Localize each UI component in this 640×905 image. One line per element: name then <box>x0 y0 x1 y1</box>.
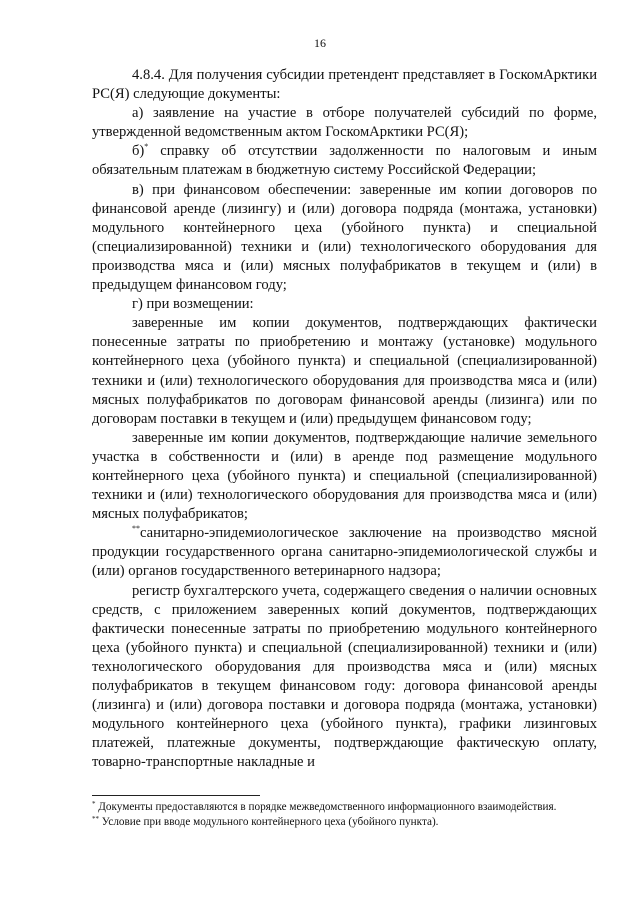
page-number: 16 <box>314 36 326 50</box>
paragraph-copies-land: заверенные им копии документов, подтверждающие наличие земельного участка в собственности и (или) в аренде под размещение модульного контейнерного цеха (убойного пункта) и специальной (специализированной) техники и (или) технологического оборудования для производства мяса и (или) мясных полуфабрикатов; <box>92 429 597 523</box>
paragraph-item-a: а) заявление на участие в отборе получателей субсидий по форме, утвержденной ведомственным актом ГоскомАрктики РС(Я); <box>92 105 597 141</box>
item-b-text: справку об отсутствии задолженности по налоговым и иным обязательным платежам в бюджетную систему Российской Федерации; <box>92 143 597 179</box>
document-body <box>92 66 597 772</box>
sanitary-text: санитарно-эпидемиологическое заключение на производство мясной продукции государственного органа санитарно-эпидемиологической службы и (или) органов государственного ветеринарного надзора; <box>92 525 597 580</box>
paragraph-4-8-4: 4.8.4. Для получения субсидии претендент представляет в ГоскомАрктики РС(Я) следующие документы: <box>92 67 597 103</box>
paragraph-sanitary-conclusion <box>92 524 597 581</box>
footnote-single-text: Документы предоставляются в порядке межведомственного информационного взаимодействия. <box>95 801 557 813</box>
footnote-separator <box>92 795 260 796</box>
footnote-ref-single: * <box>144 142 149 152</box>
footnote-single <box>92 800 597 815</box>
footnote-mark-double: ** <box>92 814 99 823</box>
paragraph-item-g: г) при возмещении: <box>132 296 254 313</box>
footnotes <box>92 800 597 829</box>
paragraph-copies-costs: заверенные им копии документов, подтверждающих фактически понесенные затраты по приобретению и монтажу (установке) модульного контейнерного цеха (убойного пункта) и специальной (специализированной) техники и (или) технологического оборудования для производства мяса и (или) мясных полуфабрикатов по договорам финансовой аренды (лизинга) или по договорам поставки в текущем и (или) предыдущем финансовом году; <box>92 315 597 427</box>
footnote-double <box>92 815 597 830</box>
paragraph-accounting-register: регистр бухгалтерского учета, содержащего сведения о наличии основных средств, с приложением заверенных копий документов, подтверждающих фактически понесенные затраты по приобретению модульного контейнерного цеха (убойного пункта) и специальной (специализированной) техники и (или) технологического оборудования для производства мяса и (или) мясных полуфабрикатов в текущем финансовом году: договора финансовой аренды (лизинга) и (или) договора поставки и договора подряда (монтажа, установки) модульного контейнерного цеха (убойного пункта), графики лизинговых платежей, платежные документы, подтверждающие фактическую оплату, товарно-транспортные накладные и <box>92 582 597 771</box>
item-b-prefix: б) <box>132 143 145 160</box>
footnote-ref-double: ** <box>132 524 140 534</box>
footnote-mark-single: * <box>92 800 96 808</box>
paragraph-item-b <box>92 142 597 180</box>
footnote-double-text: Условие при вводе модульного контейнерного цеха (убойного пункта). <box>99 815 439 828</box>
paragraph-item-v: в) при финансовом обеспечении: заверенные им копии договоров по финансовой аренде (лизингу) и (или) договора подряда (монтажа, установки) модульного контейнерного цеха (убойного пункта) и специальной (специализированной) техники и (или) технологического оборудования для производства мяса и (или) мясных полуфабрикатов в текущем и (или) в предыдущем финансовом году; <box>92 181 597 294</box>
